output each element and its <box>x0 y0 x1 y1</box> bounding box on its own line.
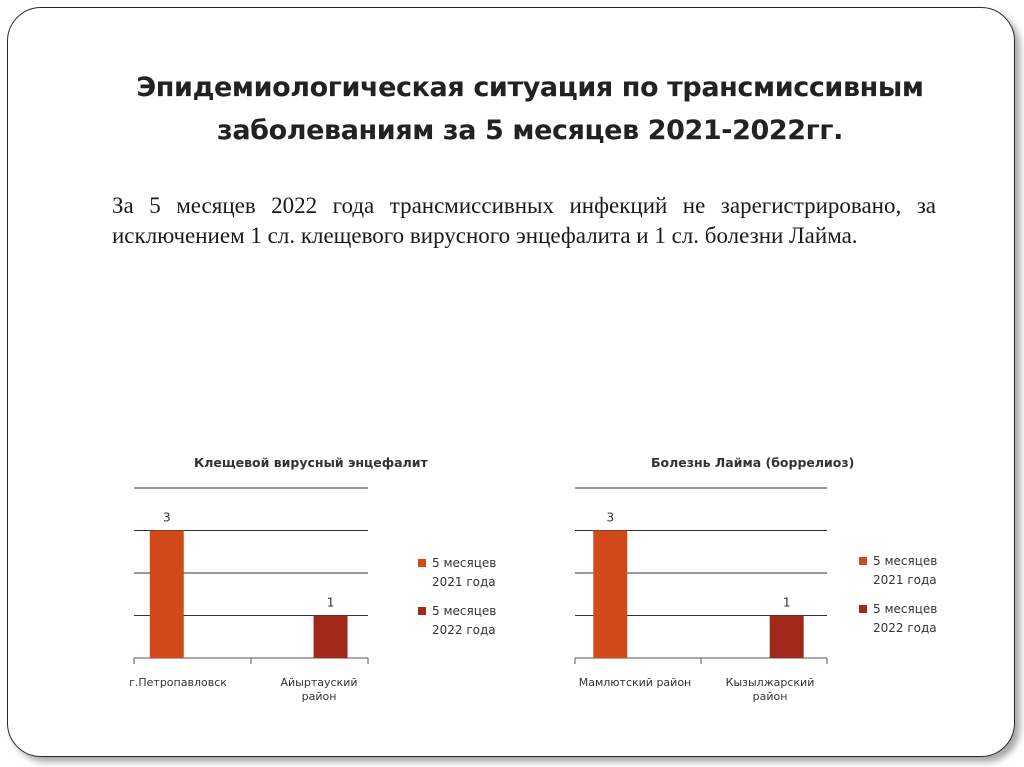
chart-plot <box>120 450 380 690</box>
legend-item-2021 <box>859 552 969 590</box>
legend-label: 5 месяцев 2021 года <box>432 556 497 589</box>
legend-swatch-2022 <box>859 605 867 613</box>
chart-tick-borne-encephalitis <box>120 450 540 710</box>
legend-swatch-2021 <box>859 557 867 565</box>
data-label: 1 <box>782 595 791 610</box>
bar-0-series-0 <box>150 531 184 659</box>
legend-label: 5 месяцев 2022 года <box>873 602 938 635</box>
legend-item-2021 <box>418 554 528 592</box>
legend-label: 5 месяцев 2021 года <box>873 554 938 587</box>
data-label: 3 <box>162 510 171 525</box>
bar-1-series-1 <box>314 616 348 659</box>
title-line-1: Эпидемиологическая ситуация по трансмиссивным <box>136 72 924 103</box>
bar-0-series-0 <box>593 531 627 659</box>
category-label-1: Кызылжарский район <box>725 676 815 703</box>
chart-plot <box>565 450 845 690</box>
title-line-2: заболеваниям за 5 месяцев 2021-2022гг. <box>217 115 843 146</box>
legend-item-2022 <box>859 600 969 638</box>
legend-swatch-2021 <box>418 559 426 567</box>
legend-swatch-2022 <box>418 607 426 615</box>
chart-title: Клещевой вирусный энцефалит <box>194 455 428 470</box>
legend-item-2022 <box>418 602 528 640</box>
category-label-1: Айыртауский район <box>280 676 358 703</box>
legend <box>859 552 969 648</box>
category-label-0: Мамлютский район <box>578 676 692 689</box>
chart-lyme-disease <box>565 450 985 710</box>
bar-1-series-1 <box>770 616 804 659</box>
data-label: 1 <box>326 595 335 610</box>
data-label: 3 <box>606 510 615 525</box>
category-label-0: г.Петропавловск <box>129 676 227 689</box>
body-paragraph: За 5 месяцев 2022 года трансмиссивных инфекций не зарегистрировано, за исключением 1 сл. клещевого вирусного энцефалита и 1 сл. болезни Лайма. <box>112 193 936 248</box>
chart-title: Болезнь Лайма (боррелиоз) <box>651 455 855 470</box>
legend <box>418 554 528 650</box>
slide-title <box>112 66 948 152</box>
legend-label: 5 месяцев 2022 года <box>432 604 497 637</box>
